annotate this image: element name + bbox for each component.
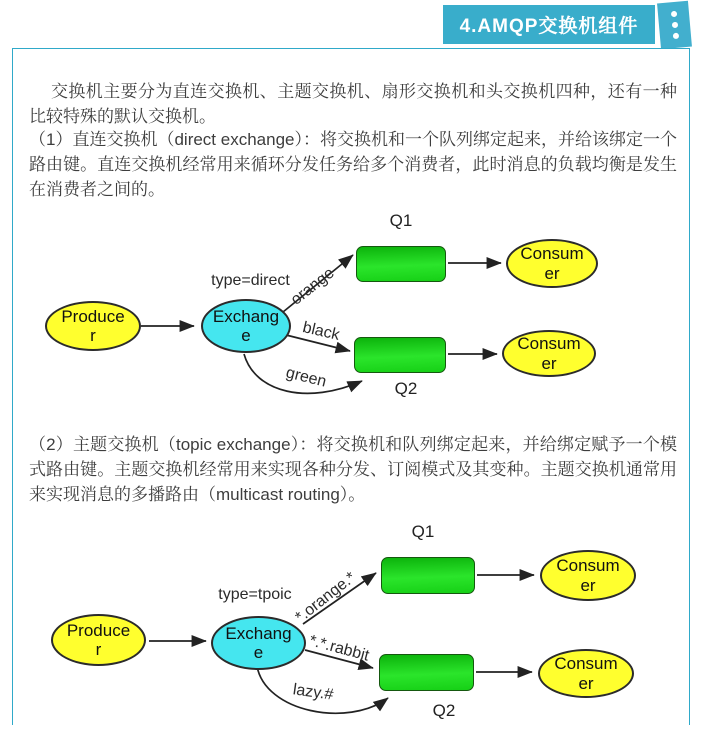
queue1-node [381,557,475,594]
consumer1-node [506,239,598,288]
queue1-label: Q1 [411,522,435,541]
exchange-node [211,616,306,670]
exchange-label: Exchange [225,623,292,662]
content-box [12,48,690,725]
producer-label: Producer [61,306,125,345]
consumer2-node [538,649,634,698]
intro-paragraph: 交换机主要分为直连交换机、主题交换机、扇形交换机和头交换机四种，还有一种比较特殊的默认交换机。 [29,82,677,126]
consumer1-node [540,550,636,601]
dot-icon [672,33,679,40]
exchange-node [201,299,291,353]
dot-icon [670,11,677,18]
queue2-node [379,654,474,691]
producer-label: Producer [66,620,131,659]
diagram-arrows [13,201,691,401]
consumer2-node [502,330,596,377]
producer-node [45,301,141,351]
section-title: 4.AMQP交换机组件 [459,16,639,37]
queue2-node [354,337,446,373]
topic-exchange-paragraph: （2）主题交换机（topic exchange）：将交换机和队列绑定起来，并给绑定赋予一个模式路由键。主题交换机经常用来实现各种分发、订阅模式及其变种。主题交换机通常用来实现消息的多播路由（multicast routing）。 [29,435,677,504]
routing-key-black: black [300,319,342,344]
queue1-node [356,246,446,282]
dot-icon [671,22,678,29]
routing-key-lazy-pattern: lazy.# [291,681,335,704]
queue2-label: Q2 [432,701,456,720]
topic-exchange-diagram [13,516,691,733]
consumer2-label: Consumer [554,654,618,693]
exchange-type-label: type=direct [211,272,290,289]
routing-key-green: green [284,364,329,391]
exchange-type-label: type=tpoic [218,586,292,603]
routing-key-orange: orange [287,264,338,309]
direct-exchange-diagram [13,201,691,401]
queue1-label: Q1 [389,211,413,230]
producer-node [51,614,146,666]
dots-decoration-icon [657,1,692,50]
routing-key-orange-pattern: *.orange.* [292,568,359,627]
exchange-label: Exchange [212,306,280,345]
section-banner [443,5,655,44]
routing-key-rabbit-pattern: *.*.rabbit [307,632,371,665]
consumer1-label: Consumer [556,556,620,595]
consumer2-label: Consumer [517,334,581,373]
direct-exchange-paragraph: （1）直连交换机（direct exchange）：将交换机和一个队列绑定起来，并给该绑定一个路由键。直连交换机经常用来循环分发任务给多个消费者，此时消息的负载均衡是发生在消费者之间的。 [29,130,677,199]
consumer1-label: Consumer [520,244,584,283]
queue2-label: Q2 [394,379,418,398]
